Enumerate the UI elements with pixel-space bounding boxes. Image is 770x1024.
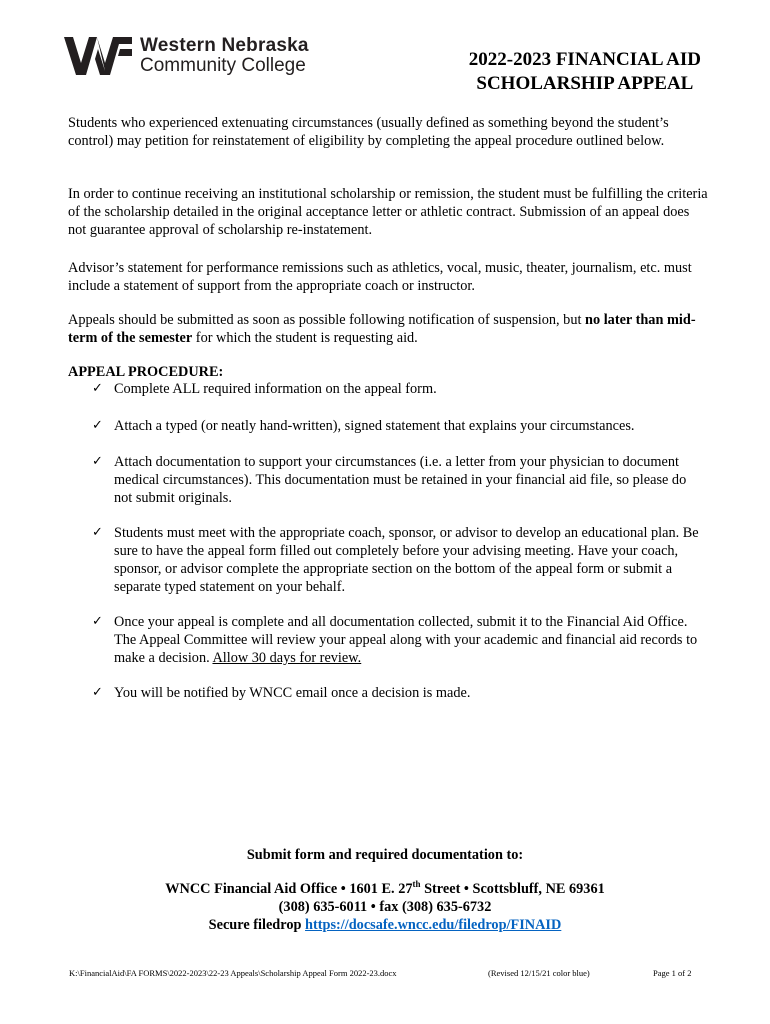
title-line-2: SCHOLARSHIP APPEAL	[476, 73, 694, 94]
office-phone-fax: (308) 635-6011 • fax (308) 635-6732	[278, 899, 492, 915]
filedrop-link[interactable]: https://docsafe.wncc.edu/filedrop/FINAID	[305, 917, 562, 933]
procedure-step	[92, 380, 702, 398]
deadline-text-end: for which the student is requesting aid.	[192, 330, 418, 346]
logo-line-2: Community College	[140, 55, 306, 76]
address-end: Street • Scottsbluff, NE 69361	[420, 881, 605, 897]
deadline-paragraph	[68, 311, 708, 347]
footer-file-path: K:\FinancialAid\FA FORMS\2022-2023\22-23 Appeals\Scholarship Appeal Form 2022-23.docx	[69, 968, 397, 978]
step-text	[114, 613, 702, 667]
step-text: You will be notified by WNCC email once a decision is made.	[114, 685, 471, 701]
checkmark-icon: ✓	[92, 685, 103, 700]
office-address	[0, 880, 770, 898]
filedrop-label: Secure filedrop	[208, 917, 306, 933]
footer-revised: (Revised 12/15/21 color blue)	[488, 968, 590, 978]
procedure-step	[92, 524, 702, 596]
deadline-text-start: Appeals should be submitted as soon as possible following notification of suspension, but	[68, 312, 586, 328]
secure-filedrop	[0, 916, 770, 934]
advisor-statement-paragraph: Advisor’s statement for performance remissions such as athletics, vocal, music, theater, journalism, etc. must include a statement of support from the appropriate coach or instructor.	[68, 260, 692, 294]
checkmark-icon: ✓	[92, 614, 103, 629]
intro-paragraph: Students who experienced extenuating circumstances (usually defined as something beyond the student’s control) may petition for reinstatement of eligibility by completing the appeal procedure outlined below.	[68, 115, 669, 149]
checkmark-icon: ✓	[92, 454, 103, 469]
footer-page-number: Page 1 of 2	[653, 968, 692, 978]
college-logo	[64, 36, 309, 76]
procedure-step	[92, 684, 702, 702]
logo-line-1: Western Nebraska	[140, 35, 309, 56]
procedure-heading: APPEAL PROCEDURE:	[68, 364, 224, 380]
checkmark-icon: ✓	[92, 525, 103, 540]
submit-heading: Submit form and required documentation to:	[246, 847, 524, 863]
scholarship-criteria-paragraph: In order to continue receiving an institutional scholarship or remission, the student must be fulfilling the criteria of the scholarship detailed in the original acceptance letter or athletic contract. Submission of an appeal does not guarantee approval of scholarship re-instatement.	[68, 186, 708, 238]
address-start: WNCC Financial Aid Office • 1601 E. 27	[165, 881, 413, 897]
procedure-step	[92, 613, 702, 667]
step-text: Students must meet with the appropriate coach, sponsor, or advisor to develop an educational plan. Be sure to have the appeal form filled out completely before your advising meeting. Have your coach, sponsor, or advisor complete the appropriate section on the bottom of the appeal form or submit a separate typed statement on your behalf.	[114, 525, 699, 595]
checkmark-icon: ✓	[92, 418, 103, 433]
review-period-note: Allow 30 days for review.	[212, 650, 362, 666]
title-line-1: 2022-2023 FINANCIAL AID	[468, 49, 701, 70]
wncc-w-logo-icon	[64, 37, 132, 75]
step-text: Attach a typed (or neatly hand-written), signed statement that explains your circumstances.	[114, 418, 635, 434]
deadline-emphasis: no later than mid-term of the semester	[68, 312, 696, 346]
step-text: Complete ALL required information on the appeal form.	[114, 381, 437, 397]
step-text: Attach documentation to support your circumstances (i.e. a letter from your physician to document medical circumstances). This documentation must be retained in your financial aid file, so please do not submit originals.	[114, 454, 687, 506]
procedure-step	[92, 417, 702, 435]
document-title	[469, 48, 701, 96]
step-5-text: Once your appeal is complete and all documentation collected, submit it to the Financial Aid Office. The Appeal Committee will review your appeal along with your academic and financial aid records to make a decision.	[114, 614, 698, 666]
procedure-step	[92, 453, 702, 507]
address-ordinal: th	[412, 879, 421, 890]
checkmark-icon: ✓	[92, 381, 103, 396]
